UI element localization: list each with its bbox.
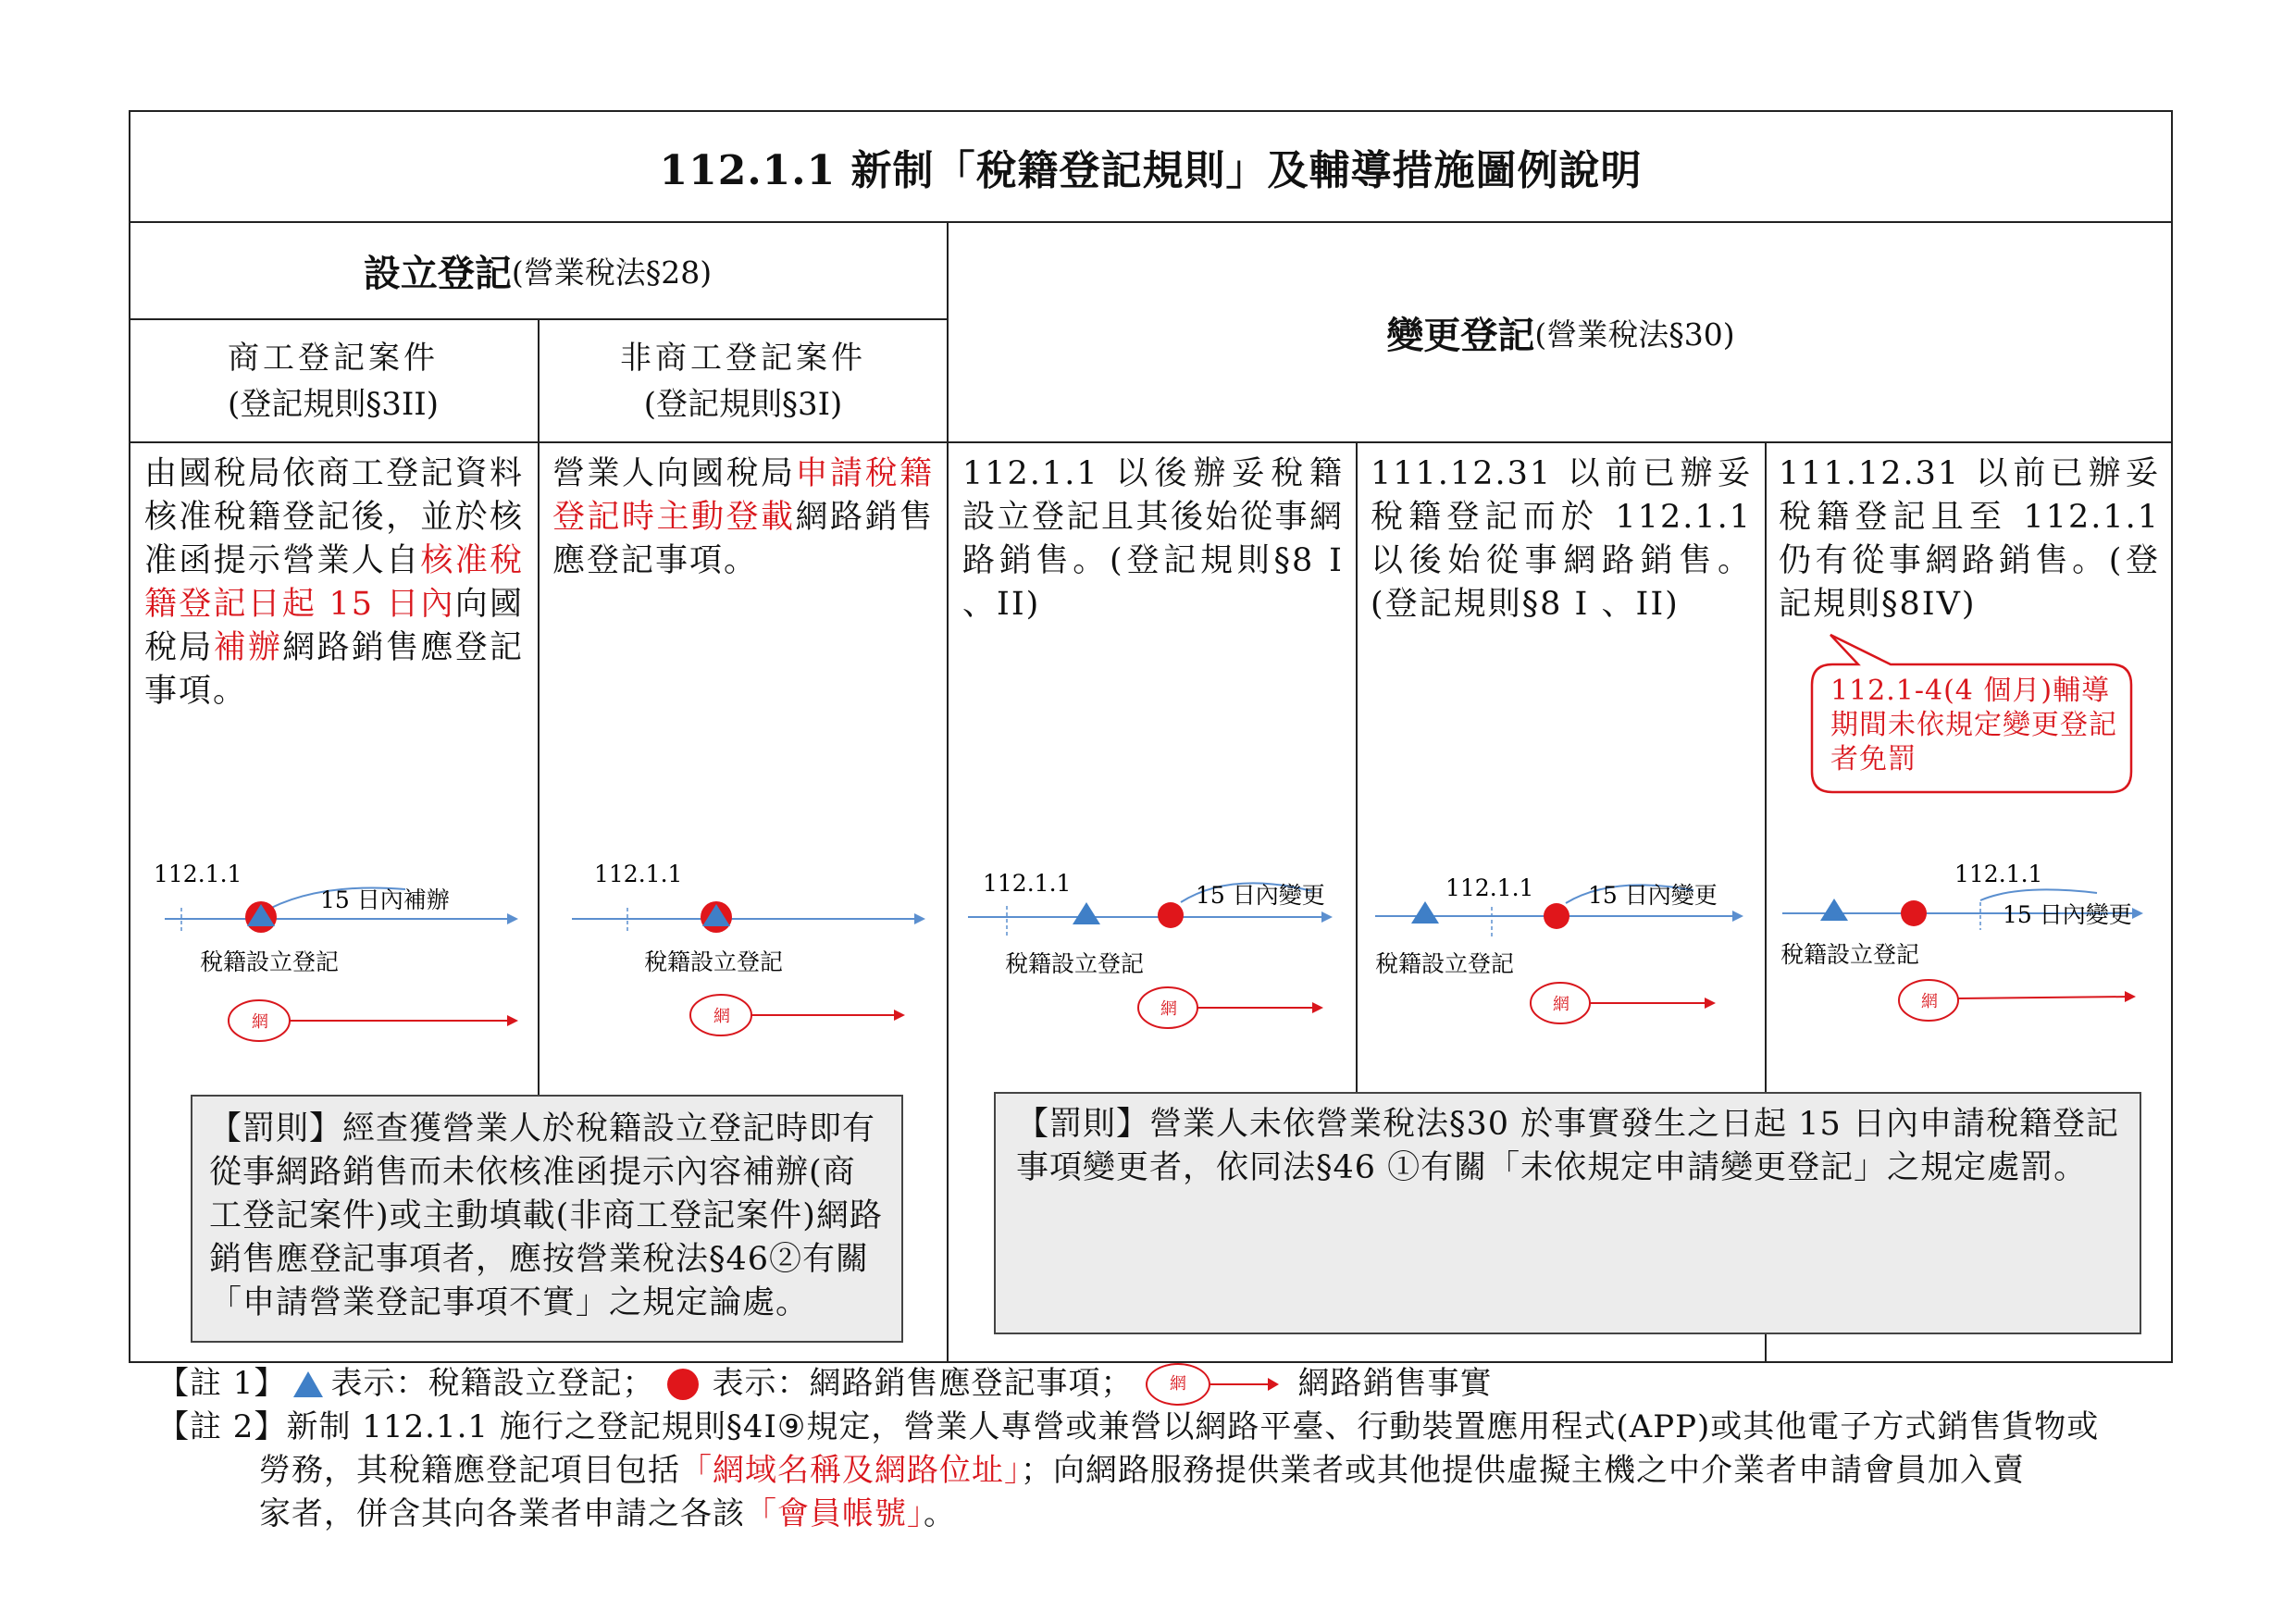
note-2-red-text: 「會員帳號」	[745, 1495, 924, 1532]
timeline-svg	[566, 856, 937, 1041]
highlight-text: 補辦	[213, 629, 283, 666]
change-label: 15 日內變更	[2003, 901, 2132, 928]
net-line	[1958, 997, 2132, 998]
setup-triangle	[1073, 902, 1100, 924]
commercial-header	[129, 320, 538, 441]
net-arrow-icon	[1146, 1363, 1275, 1406]
timeline-svg	[1370, 870, 1758, 1055]
divider	[1356, 441, 1358, 1096]
note-2-text: ；向網路服務提供業者或其他提供虛擬主機之中介業者申請會員加入賣	[1021, 1452, 2025, 1489]
change-label: 15 日內變更	[1196, 882, 1325, 909]
timeline-new-after	[962, 865, 1351, 1050]
note-2-red-text: 「網域名稱及網路位址」	[680, 1452, 1021, 1489]
setup-label: 稅籍設立登記	[1005, 950, 1145, 977]
footnotes	[157, 1362, 2175, 1536]
commercial-rule: (登記規則§3II)	[227, 385, 440, 423]
penalty-setup: 【罰則】經查獲營業人於稅籍設立登記時即有從事網路銷售而未依核准函提示內容補辦(商工登記案件)或主動填載(非商工登記案件)網路銷售應登記事項者，應按營業稅法§46②有關「申請營業登記事項不實」之規定論處。	[191, 1095, 903, 1343]
setup-label: 稅籍設立登記	[1375, 950, 1515, 977]
net-label: 網	[1553, 995, 1569, 1014]
change-header	[949, 223, 2173, 441]
setup-label: 稅籍設立登記	[644, 948, 784, 975]
timeline-commercial	[148, 856, 537, 1041]
body-text: 營業人向國稅局	[552, 455, 796, 492]
axis-arrow	[2132, 908, 2143, 919]
noncommercial-title: 非商工登記案件	[620, 339, 866, 377]
setup-triangle	[1411, 901, 1439, 924]
noncommercial-rule: (登記規則§3I)	[643, 385, 843, 423]
axis-arrow	[507, 913, 518, 924]
setup-label: 稅籍設立登記	[1780, 941, 1920, 968]
change-heading: 變更登記	[1386, 313, 1535, 357]
setup-triangle	[1820, 899, 1848, 921]
net-icon-label: 網	[1146, 1363, 1210, 1406]
timeline-before-start-after	[1370, 870, 1758, 1055]
date-label: 112.1.1	[983, 870, 1072, 897]
highlight-text: 核准稅籍登記日起 15 日內	[144, 542, 524, 623]
noncommercial-header	[540, 320, 947, 441]
net-arrow	[894, 1010, 905, 1021]
body-text: 由國稅局依商工登記資料核准稅籍登記後，並於核准函提示營業人自	[144, 455, 524, 579]
timeline-noncommercial	[566, 856, 937, 1041]
note-2-line-2	[157, 1449, 2175, 1493]
timeline-svg	[148, 856, 537, 1041]
net-arrow	[1705, 998, 1716, 1009]
date-label: 112.1.1	[154, 861, 242, 887]
note-2-text: 家者，併含其向各業者申請之各該	[259, 1495, 745, 1532]
body-text: 網路銷售應登記事項。	[552, 499, 934, 579]
note-1-tri-text: 表示：稅籍設立登記；	[330, 1365, 655, 1402]
column-text	[962, 452, 1344, 626]
timeline-before-continuing	[1777, 856, 2165, 1041]
net-sale-dot	[1544, 903, 1569, 929]
column-text	[1371, 452, 1752, 626]
net-arrow	[507, 1015, 518, 1026]
highlight-text: 申請稅籍登記時主動登載	[552, 455, 934, 536]
change-label: 15 日內變更	[1588, 882, 1718, 909]
date-label: 112.1.1	[1445, 874, 1534, 901]
note-2-text: 勞務，其稅籍應登記項目包括	[259, 1452, 680, 1489]
callout-text: 112.1-4(4 個月)輔導期間未依規定變更登記者免罰	[1830, 675, 2117, 775]
net-sale-dot	[1901, 900, 1927, 926]
supplement-label: 15 日內補辦	[320, 886, 450, 913]
date-label: 112.1.1	[1954, 861, 2043, 887]
note-1	[157, 1362, 2175, 1406]
note-1-net-text: 網路銷售事實	[1297, 1365, 1493, 1402]
body-text: 112.1.1 以後辦妥稅籍設立登記且其後始從事網路銷售。(登記規則§8 Ⅰ 、II)	[962, 455, 1344, 623]
page-title: 112.1.1 新制「稅籍登記規則」及輔導措施圖例說明	[659, 147, 1643, 194]
timeline-svg	[1777, 856, 2165, 1041]
net-arrow	[2125, 991, 2136, 1002]
commercial-title: 商工登記案件	[228, 339, 439, 377]
axis-arrow	[1321, 911, 1333, 923]
arc-arrow	[1980, 889, 2097, 900]
net-label: 網	[713, 1007, 730, 1026]
divider	[129, 441, 2173, 443]
net-arrow	[1312, 1002, 1323, 1013]
note-2-line-3	[157, 1493, 2175, 1536]
column-text	[552, 452, 934, 583]
setup-label: 稅籍設立登記	[200, 948, 340, 975]
net-label: 網	[1160, 999, 1177, 1019]
axis-arrow	[1732, 911, 1743, 922]
red-dot-icon	[667, 1369, 699, 1400]
date-label: 112.1.1	[594, 861, 683, 887]
penalty-change: 【罰則】營業人未依營業稅法§30 於事實發生之日起 15 日內申請稅籍登記事項變更者，依同法§46 ①有關「未依規定申請變更登記」之規定處罰。	[994, 1092, 2141, 1334]
setup-heading: 設立登記	[363, 252, 512, 295]
note-1-prefix: 【註 1】	[157, 1365, 287, 1402]
body-text: 111.12.31 以前已辦妥稅籍登記且至 112.1.1 仍有從事網路銷售。(登記規則§8IV)	[1779, 455, 2160, 623]
axis-arrow	[914, 913, 925, 924]
note-1-dot-text: 表示：網路銷售應登記事項；	[712, 1365, 1134, 1402]
setup-header	[129, 223, 947, 318]
timeline-svg	[962, 865, 1351, 1050]
net-label: 網	[252, 1012, 268, 1032]
column-text	[1779, 452, 2160, 626]
net-sale-dot	[1158, 902, 1184, 928]
triangle-icon	[293, 1371, 323, 1397]
note-2-text: 。	[924, 1495, 956, 1532]
net-label: 網	[1921, 992, 1938, 1011]
body-text: 111.12.31 以前已辦妥稅籍登記而於 112.1.1 以後始從事網路銷售。(登記規則§8 Ⅰ 、II)	[1371, 455, 1752, 623]
note-2: 【註 2】新制 112.1.1 施行之登記規則§4I⑨規定，營業人專營或兼營以網路平臺、行動裝置應用程式(APP)或其他電子方式銷售貨物或	[157, 1408, 2100, 1445]
body-text: 網路銷售應登記事項。	[144, 629, 524, 710]
setup-law: (營業稅法§28)	[511, 254, 713, 291]
change-law: (營業稅法§30)	[1534, 316, 1735, 353]
body-text: 向國稅局	[144, 586, 524, 666]
column-text	[144, 452, 524, 713]
